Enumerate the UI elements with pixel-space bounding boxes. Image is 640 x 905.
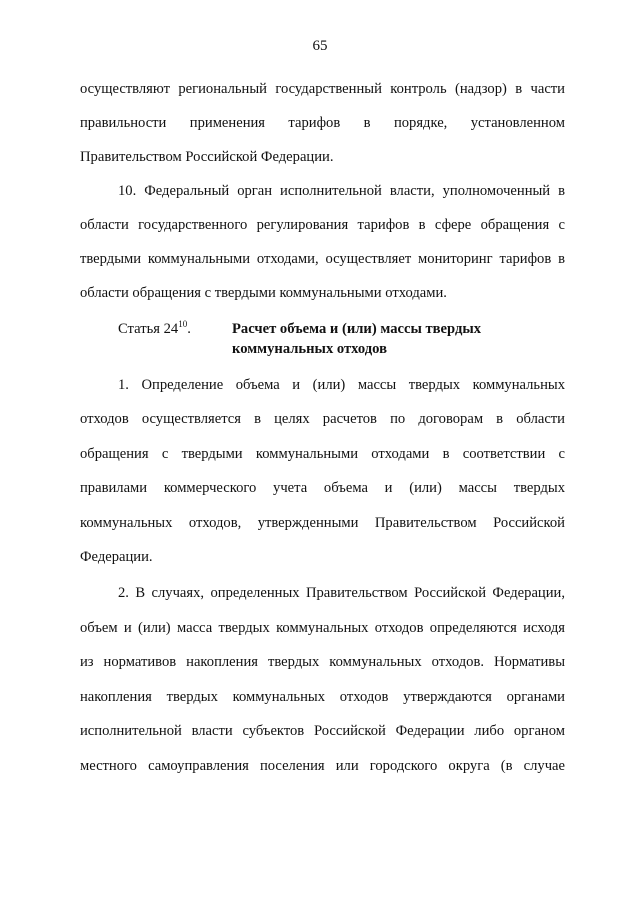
- text-line: накопления твердых коммунальных отходов утверждаются органами: [80, 689, 565, 705]
- text-line: правилами коммерческого учета объема и (или) массы твердых: [80, 480, 565, 496]
- text-line: местного самоуправления поселения или городского округа (в случае: [80, 758, 565, 774]
- text-line: правильности применения тарифов в порядке, установленном: [80, 115, 565, 131]
- text-line: области обращения с твердыми коммунальными отходами.: [80, 285, 447, 301]
- text-line: обращения с твердыми коммунальными отходами в соответствии с: [80, 446, 565, 462]
- text-line: 2. В случаях, определенных Правительством Российской Федерации,: [118, 585, 565, 601]
- text-line: коммунальных отходов, утвержденными Правительством Российской: [80, 515, 565, 531]
- article-title-line: Расчет объема и (или) массы твердых: [232, 321, 482, 337]
- text-line: из нормативов накопления твердых коммунальных отходов. Нормативы: [80, 654, 565, 670]
- text-line: Правительством Российской Федерации.: [80, 149, 334, 165]
- text-line: исполнительной власти субъектов Российской Федерации либо органом: [80, 723, 565, 739]
- text-line: области государственного регулирования тарифов в сфере обращения с: [80, 217, 565, 233]
- text-line: осуществляют региональный государственный контроль (надзор) в части: [80, 81, 565, 97]
- text-line: 1. Определение объема и (или) массы твердых коммунальных: [118, 377, 565, 393]
- text-line: 10. Федеральный орган исполнительной власти, уполномоченный в: [118, 183, 565, 199]
- article-title-line: коммунальных отходов: [232, 341, 387, 357]
- article-number: Статья 24: [118, 321, 179, 337]
- text-line: твердыми коммунальными отходами, осуществляет мониторинг тарифов в: [80, 251, 565, 267]
- article-label: [118, 320, 191, 338]
- article-superscript: 10: [178, 319, 188, 330]
- article-suffix: .: [187, 321, 191, 337]
- page-number: 65: [312, 38, 328, 54]
- text-line: объем и (или) масса твердых коммунальных отходов определяются исходя: [80, 620, 565, 636]
- text-line: Федерации.: [80, 549, 153, 565]
- text-line: отходов осуществляется в целях расчетов по договорам в области: [80, 411, 565, 427]
